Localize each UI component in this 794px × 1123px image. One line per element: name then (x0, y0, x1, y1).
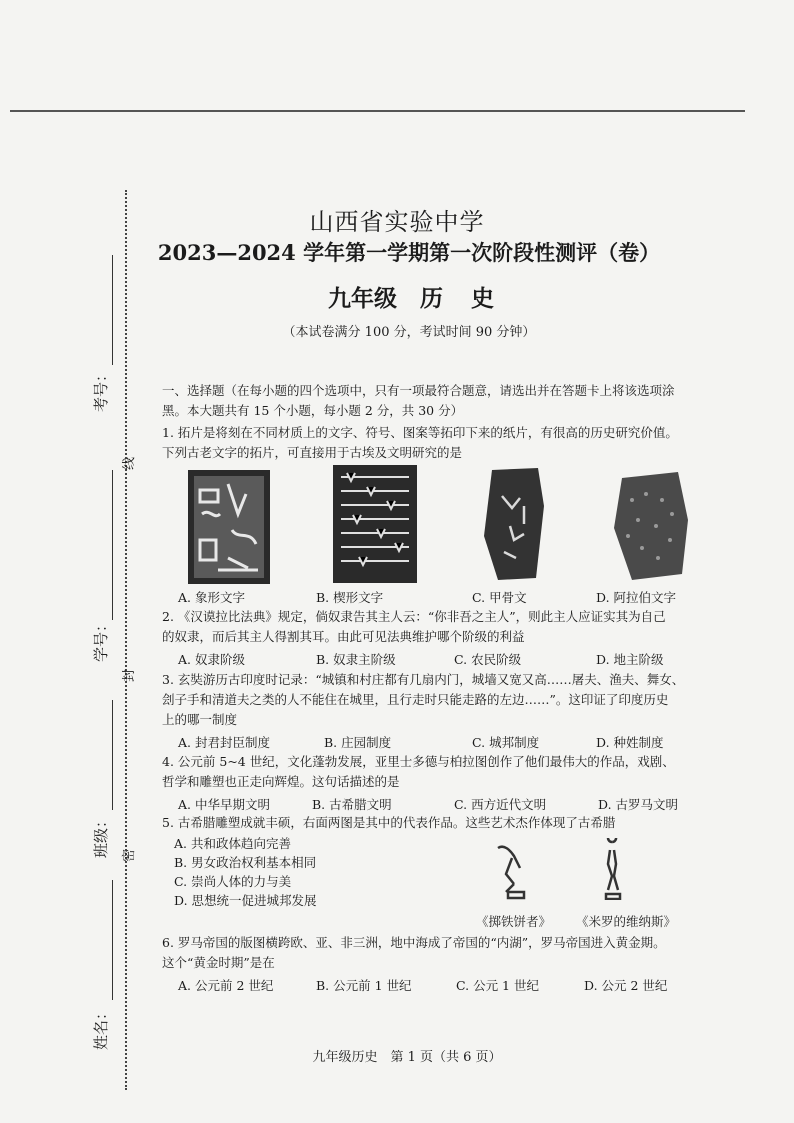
q1-option-d: D. 阿拉伯文字 (596, 590, 677, 605)
seal-mark-seal: 封 (122, 668, 137, 682)
q4-option-a: A. 中华早期文明 (178, 797, 270, 812)
q1-line1: 1. 拓片是将刻在不同材质上的文字、符号、图案等拓印下来的纸片，有很高的历史研究价值。 (162, 425, 678, 440)
q4-line2: 哲学和雕塑也正走向辉煌。这句话描述的是 (162, 774, 400, 789)
q4-option-d: D. 古罗马文明 (598, 797, 679, 812)
q3-options (178, 733, 738, 751)
venus-de-milo-statue-icon (598, 838, 628, 900)
q3-line1: 3. 玄奘游历古印度时记录：“城镇和村庄都有几扇内门，城墙又宽又高……屠夫、渔夫、舞女、 (162, 672, 685, 687)
q6-options (178, 976, 738, 994)
q2-option-c: C. 农民阶级 (454, 652, 522, 667)
section-intro-1: 一、选择题（在每小题的四个选项中，只有一项最符合题意，请选出并在答题卡上将该选项涂 (162, 383, 675, 398)
discobolus-statue-icon (490, 840, 530, 900)
q2-option-b: B. 奴隶主阶级 (316, 652, 396, 667)
arabic-rubbing-icon (612, 470, 690, 582)
q1-option-c: C. 甲骨文 (472, 590, 527, 605)
q3-option-c: C. 城邦制度 (472, 735, 540, 750)
q3-line3: 上的哪一制度 (162, 712, 238, 727)
student-no-line (112, 470, 113, 620)
q6-line2: 这个“黄金时期”是在 (162, 955, 275, 970)
q5-caption-venus: 《米罗的维纳斯》 (576, 914, 677, 929)
q5-caption-discobolus: 《掷铁饼者》 (476, 914, 552, 929)
seal-mark-secret: 密 (122, 848, 137, 862)
page-footer: 九年级历史 第 1 页（共 6 页） (312, 1050, 502, 1065)
q3-option-a: A. 封君封臣制度 (178, 735, 270, 750)
q1-options (178, 588, 738, 606)
top-rule (10, 110, 745, 112)
hieroglyph-rubbing-icon (188, 470, 270, 584)
oracle-bone-rubbing-icon (480, 466, 548, 582)
q2-option-a: A. 奴隶阶级 (178, 652, 245, 667)
q6-option-a: A. 公元前 2 世纪 (178, 978, 274, 993)
exam-title: 2023—2024 学年第一学期第一次阶段性测评（卷） (157, 240, 661, 265)
q1-option-b: B. 楔形文字 (316, 590, 384, 605)
q5-line1: 5. 古希腊雕塑成就丰硕，右面两图是其中的代表作品。这些艺术杰作体现了古希腊 (162, 815, 616, 830)
subject-title: 九年级 历 史 (327, 285, 494, 312)
seal-mark-line: 线 (122, 456, 137, 470)
section-intro-2: 黑。本大题共有 15 个小题，每小题 2 分，共 30 分） (162, 403, 464, 418)
q3-option-b: B. 庄园制度 (324, 735, 392, 750)
student-no-label: 学号： (92, 616, 110, 662)
name-line (112, 880, 113, 1000)
q4-option-c: C. 西方近代文明 (454, 797, 547, 812)
q5-option-c: C. 崇尚人体的力与美 (174, 874, 292, 889)
q2-line2: 的奴隶，而后其主人得割其耳。由此可见法典维护哪个阶级的利益 (162, 629, 525, 644)
q1-option-a: A. 象形文字 (178, 590, 245, 605)
q6-option-d: D. 公元 2 世纪 (584, 978, 668, 993)
q4-line1: 4. 公元前 5~4 世纪，文化蓬勃发展，亚里士多德与柏拉图创作了他们最伟大的作品，戏剧、 (162, 754, 675, 769)
name-label: 姓名： (92, 1004, 110, 1050)
q6-option-c: C. 公元 1 世纪 (456, 978, 539, 993)
q5-options (174, 834, 317, 910)
class-label: 班级： (92, 812, 110, 858)
q2-options (178, 650, 738, 668)
q6-line1: 6. 罗马帝国的版图横跨欧、亚、非三洲，地中海成了帝国的“内湖”，罗马帝国进入黄金期。 (162, 935, 666, 950)
school-title: 山西省实验中学 (309, 208, 485, 236)
cuneiform-rubbing-icon (333, 465, 417, 583)
q5-option-d: D. 思想统一促进城邦发展 (174, 893, 317, 908)
q3-option-d: D. 种姓制度 (596, 735, 664, 750)
q4-options (178, 795, 738, 813)
class-line (112, 700, 113, 810)
q4-option-b: B. 古希腊文明 (312, 797, 392, 812)
q6-option-b: B. 公元前 1 世纪 (316, 978, 412, 993)
q5-option-b: B. 男女政治权利基本相同 (174, 855, 317, 870)
q3-line2: 刽子手和清道夫之类的人不能住在城里，且行走时只能走路的左边……”。这印证了印度历史 (162, 692, 669, 707)
exam-note: （本试卷满分 100 分，考试时间 90 分钟） (282, 325, 536, 340)
q2-line1: 2. 《汉谟拉比法典》规定，倘奴隶告其主人云：“你非吾之主人”，则此主人应证实其为自己 (162, 609, 666, 624)
q2-option-d: D. 地主阶级 (596, 652, 664, 667)
q1-line2: 下列古老文字的拓片，可直接用于古埃及文明研究的是 (162, 445, 463, 460)
q5-option-a: A. 共和政体趋向完善 (174, 836, 291, 851)
exam-no-label: 考号： (92, 366, 110, 412)
